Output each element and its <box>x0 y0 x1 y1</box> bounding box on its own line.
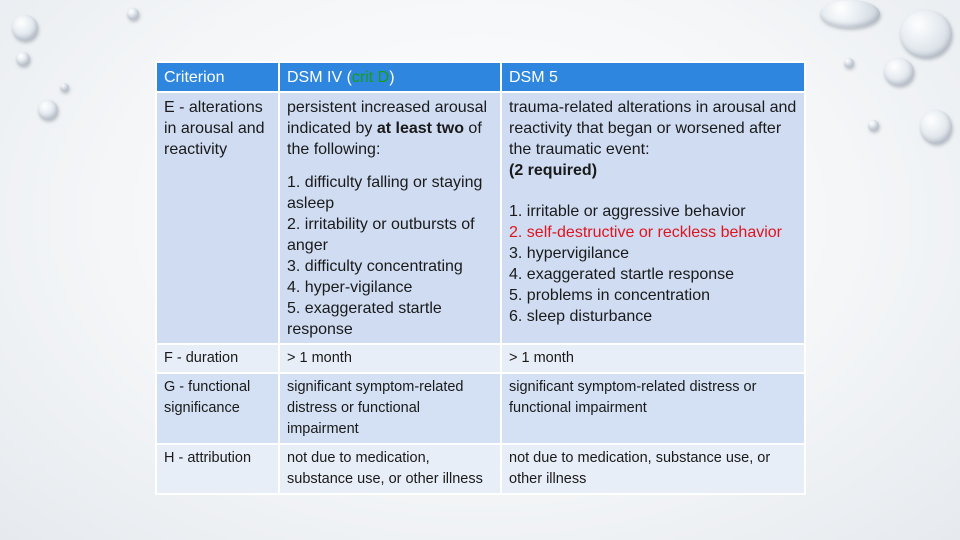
dsm4-attribution: not due to medication, substance use, or other illness <box>279 444 501 494</box>
crit-d-label: crit D <box>351 68 390 86</box>
water-droplet <box>127 8 139 20</box>
criterion-h: H - attribution <box>156 444 279 494</box>
criterion-g: G - functional significance <box>156 373 279 444</box>
water-droplet <box>60 83 69 92</box>
water-droplet <box>16 52 30 66</box>
header-dsm5: DSM 5 <box>501 62 805 92</box>
table-header-row <box>156 62 805 92</box>
dsm4-symptom-item: 1. difficulty falling or staying asleep <box>287 174 483 212</box>
table-row-h <box>156 444 805 494</box>
water-droplet <box>12 15 38 41</box>
dsm5-arousal-intro: trauma-related alterations in arousal and reactivity that began or worsened after the traumatic event: <box>509 99 797 158</box>
water-droplet <box>900 10 952 58</box>
water-droplet <box>844 58 854 68</box>
header-dsm4: DSM IV (crit D) <box>279 62 501 92</box>
dsm4-symptom-item: 2. irritability or outbursts of anger <box>287 216 475 254</box>
dsm4-symptom-item: 3. difficulty concentrating <box>287 258 463 275</box>
criterion-e: E - alterations in arousal and reactivity <box>156 92 279 344</box>
comparison-table <box>155 61 806 495</box>
table-row-e <box>156 92 805 344</box>
table-row-f <box>156 344 805 373</box>
dsm5-symptom-item: 5. problems in concentration <box>509 287 710 304</box>
dsm4-duration: > 1 month <box>279 344 501 373</box>
dsm4-symptom-item: 5. exaggerated startle response <box>287 300 442 338</box>
dsm5-functional-significance: significant symptom-related distress or functional impairment <box>501 373 805 444</box>
dsm5-attribution: not due to medication, substance use, or other illness <box>501 444 805 494</box>
dsm4-arousal-cell <box>279 92 501 344</box>
water-droplet <box>868 120 879 131</box>
dsm4-symptom-item: 4. hyper-vigilance <box>287 279 413 296</box>
dsm5-symptom-item: 3. hypervigilance <box>509 245 630 262</box>
dsm5-arousal-cell <box>501 92 805 344</box>
dsm5-required-note: (2 required) <box>509 162 598 179</box>
criterion-f: F - duration <box>156 344 279 373</box>
header-criterion: Criterion <box>156 62 279 92</box>
dsm5-symptom-item: 1. irritable or aggressive behavior <box>509 203 746 220</box>
water-droplet <box>820 0 880 28</box>
water-droplet <box>884 58 914 86</box>
water-droplet <box>38 100 58 120</box>
dsm5-symptom-item-new: 2. self-destructive or reckless behavior <box>509 224 782 241</box>
dsm5-duration: > 1 month <box>501 344 805 373</box>
dsm5-symptom-item: 6. sleep disturbance <box>509 308 653 325</box>
dsm4-functional-significance: significant symptom-related distress or functional impairment <box>279 373 501 444</box>
water-droplet <box>920 110 952 144</box>
dsm4-arousal-intro: persistent increased arousal indicated by at least two of the following: <box>287 99 488 158</box>
table-row-g <box>156 373 805 444</box>
dsm5-symptom-item: 4. exaggerated startle response <box>509 266 735 283</box>
